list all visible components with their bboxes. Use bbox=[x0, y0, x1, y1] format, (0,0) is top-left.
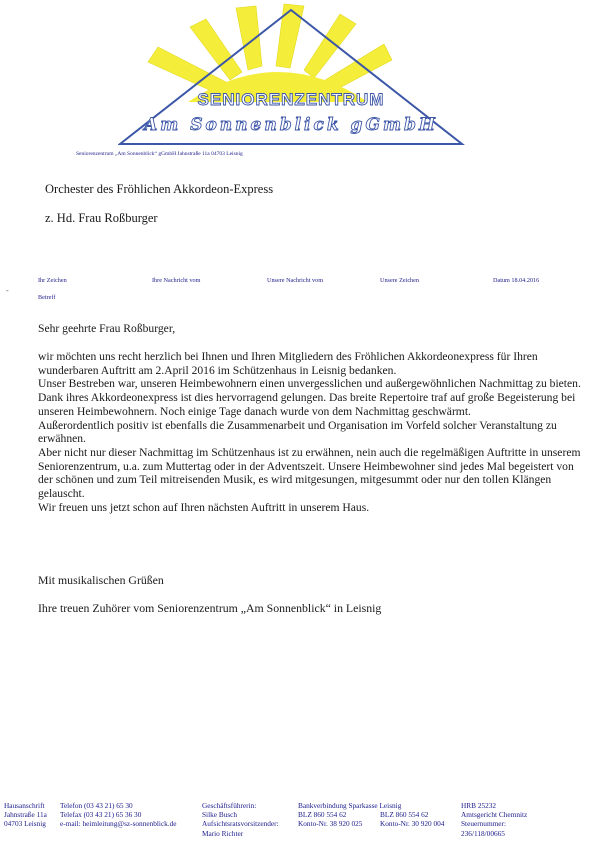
footer-text: Hausanschrift bbox=[4, 801, 45, 810]
ref-datum: Datum 18.04.2016 bbox=[493, 277, 540, 284]
footer-text: 04703 Leisnig bbox=[4, 819, 46, 829]
body-paragraph: Aber nicht nur dieser Nachmittag im Schützenhaus ist zu erwähnen, nein auch die regelmäßigen Auftritte in unserem Seniorenzentrum, u.a. zum Muttertag oder in der Adventszeit. Unsere Heimbewohner sind jedes Mal begeistert von der schönen und zum Teil mitreisenden Musik, es wird mitgesungen, mitgesummt oder nur den tollen Klängen gelauscht. bbox=[38, 445, 581, 501]
fold-mark: - bbox=[6, 286, 9, 295]
org-name-line2: Am Sonnenblick gGmbH bbox=[144, 115, 438, 135]
org-name-line1: SENIORENZENTRUM bbox=[197, 90, 385, 109]
footer-text bbox=[380, 801, 444, 810]
ref-betreff: Betreff bbox=[38, 294, 56, 301]
footer-text: HRB 25232 bbox=[461, 801, 497, 810]
salutation: Sehr geehrte Frau Roßburger, bbox=[38, 322, 176, 335]
footer-contact bbox=[60, 801, 177, 829]
letterhead-logo bbox=[118, 2, 468, 147]
footer-text: Konto-Nr. 38 920 025 bbox=[298, 819, 363, 829]
closing-signoff: Ihre treuen Zuhörer vom Seniorenzentrum „Am Sonnenblick“ in Leisnig bbox=[38, 601, 382, 615]
footer-text: Steuernummer: bbox=[461, 819, 506, 829]
footer-text: Amtsgericht Chemnitz bbox=[461, 810, 528, 820]
body-paragraph: Dank ihres Akkordeonexpress ist dies hervorragend gelungen. Das breite Repertoire traf auf große Begeisterung bei unseren Heimbewohnern. Noch einige Tage danach wurde von dem Nachmittag geschwärmt. bbox=[38, 391, 576, 418]
footer-text: BLZ 860 554 62 bbox=[380, 810, 429, 820]
footer-text: Konto-Nr. 30 920 004 bbox=[380, 819, 445, 829]
sender-address-line: Seniorenzentrum „Am Sonnenblick“ gGmbH Jahnstraße 11a 04703 Leisnig bbox=[76, 151, 243, 157]
ref-unsere-nachricht: Unsere Nachricht vom bbox=[267, 277, 324, 284]
footer-text: Bankverbindung Sparkasse Leisnig bbox=[298, 801, 402, 810]
footer-text: Silke Busch bbox=[202, 810, 238, 820]
letter-body bbox=[38, 350, 583, 514]
footer-text: Mario Richter bbox=[202, 828, 244, 838]
footer-address bbox=[4, 801, 47, 829]
ref-unsere-zeichen: Unsere Zeichen bbox=[380, 277, 419, 284]
footer-text: Aufsichtsratsvorsitzender: bbox=[202, 819, 279, 829]
body-paragraph: Außerordentlich positiv ist ebenfalls die Zusammenarbeit und Organisation im Vorfeld solcher Veranstaltung zu erwähnen. bbox=[38, 418, 557, 446]
body-paragraph: wir möchten uns recht herzlich bei Ihnen und Ihren Mitgliedern des Fröhlichen Akkordeonexpress für Ihren wunderbaren Auftritt am 2.April 2016 im Schützenhaus in Leisnig bedanken. bbox=[38, 350, 538, 377]
footer-fax: Telefax (03 43 21) 65 36 30 bbox=[60, 810, 142, 820]
footer-text: Jahnstraße 11a bbox=[4, 810, 47, 820]
footer-text: 236/118/00665 bbox=[461, 828, 505, 838]
footer-bank-2 bbox=[380, 801, 444, 829]
footer-phone: Telefon (03 43 21) 65 30 bbox=[60, 801, 133, 810]
footer-text: Geschäftsführerin: bbox=[202, 801, 257, 810]
body-paragraph: Unser Bestreben war, unseren Heimbewohnern einen unvergesslichen und außergewöhnlichen Nachmittag zu bieten. bbox=[38, 377, 581, 391]
ref-ihr-zeichen: Ihr Zeichen bbox=[38, 277, 67, 284]
recipient-attention: z. Hd. Frau Roßburger bbox=[45, 211, 158, 225]
footer-email: e-mail: heimleitung@sz-sonnenblick.de bbox=[60, 819, 177, 829]
body-paragraph: Wir freuen uns jetzt schon auf Ihren nächsten Auftritt in unserem Haus. bbox=[38, 500, 370, 514]
ref-ihre-nachricht: Ihre Nachricht vom bbox=[152, 277, 201, 284]
recipient-name: Orchester des Fröhlichen Akkordeon-Express bbox=[45, 182, 274, 196]
closing-greeting: Mit musikalischen Grüßen bbox=[38, 573, 164, 587]
footer-management bbox=[202, 801, 279, 838]
footer-text: BLZ 860 554 62 bbox=[298, 810, 347, 820]
footer-registry bbox=[461, 801, 527, 838]
